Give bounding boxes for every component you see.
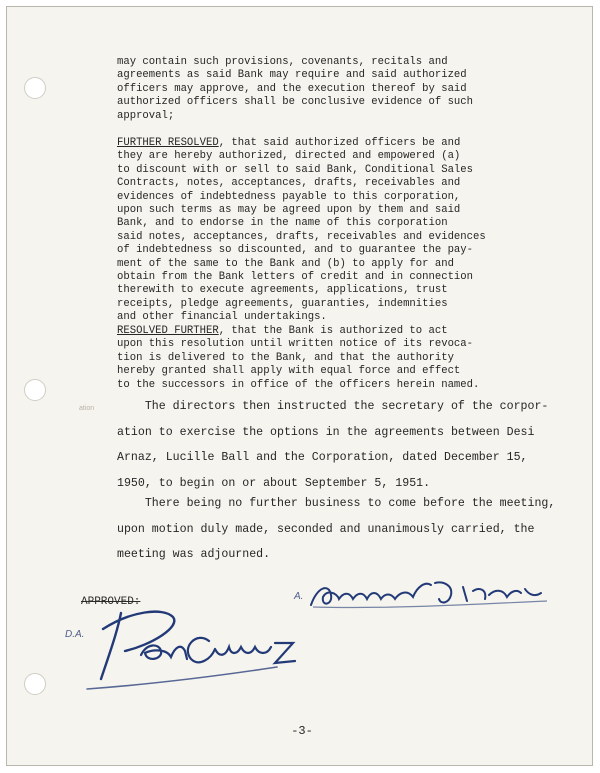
minutes-paragraph-adjourned xyxy=(117,491,556,568)
further-resolved-heading: FURTHER RESOLVED xyxy=(117,137,219,149)
text-line: obtain from the Bank letters of credit and in connection xyxy=(117,271,474,284)
binder-hole-middle xyxy=(24,379,46,401)
text-line: to discount with or sell to said Bank, Conditional Sales xyxy=(117,163,474,176)
text-line: Contracts, notes, acceptances, drafts, receivables and xyxy=(117,177,461,190)
text-line: of indebtedness so discounted, and to guarantee the pay- xyxy=(117,244,474,257)
secretary-signature xyxy=(303,575,553,617)
text-line: The directors then instructed the secretary of the corpor- xyxy=(117,400,549,413)
margin-note: ation xyxy=(79,405,95,412)
resolution-paragraph-1 xyxy=(117,56,519,123)
text-line: upon this resolution until written notice of its revoca- xyxy=(117,338,474,351)
text-line: Bank, and to endorse in the name of this corporation xyxy=(117,217,448,230)
approved-label: APPROVED: xyxy=(81,596,141,608)
resolution-paragraph-2 xyxy=(117,137,519,325)
text-line: hereby granted shall apply with equal force and effect xyxy=(117,365,461,378)
text-line: upon motion duly made, seconded and unanimously carried, the xyxy=(117,522,535,536)
text-line: approval; xyxy=(117,109,175,122)
text-line: said notes, acceptances, drafts, receivables and evidences xyxy=(117,230,486,243)
text-line: ment of the same to the Bank and (b) to apply for and xyxy=(117,257,454,270)
text-line: officers may approve, and the execution thereof by said xyxy=(117,82,467,95)
resolved-further-heading: RESOLVED FURTHER xyxy=(117,325,219,337)
text-line: receipts, pledge agreements, guaranties, indemnities xyxy=(117,297,448,310)
text-line xyxy=(117,325,519,338)
text-line: evidences of indebtedness payable to this corporation, xyxy=(117,190,461,203)
text-line: ation to exercise the options in the agreements between Desi xyxy=(117,425,535,439)
text-line: therewith to execute agreements, applications, trust xyxy=(117,284,448,297)
text-line: meeting was adjourned. xyxy=(117,548,271,561)
desi-arnaz-signature xyxy=(81,593,311,703)
text-line: Arnaz, Lucille Ball and the Corporation, dated December 15, xyxy=(117,451,528,464)
binder-hole-top xyxy=(24,77,46,99)
page-number: -3- xyxy=(291,724,313,738)
document-page xyxy=(6,6,593,766)
text-line: may contain such provisions, covenants, recitals and xyxy=(117,56,448,68)
text-line: 1950, to begin on or about September 5, 1951. xyxy=(117,476,431,490)
text-line: authorized officers shall be conclusive evidence of such xyxy=(117,96,474,109)
minutes-paragraph-directors xyxy=(117,394,549,496)
initials-right: A. xyxy=(294,591,304,602)
text-line xyxy=(117,137,519,150)
resolution-paragraph-3 xyxy=(117,325,519,392)
text-line: There being no further business to come before the meeting, xyxy=(117,497,556,510)
text-line: they are hereby authorized, directed and empowered (a) xyxy=(117,150,461,163)
initials-left: D.A. xyxy=(65,629,85,640)
text-line: to the successors in office of the officers herein named. xyxy=(117,378,480,391)
text-line: agreements as said Bank may require and said authorized xyxy=(117,69,467,82)
text-line: and other financial undertakings. xyxy=(117,311,327,324)
text-line: upon such terms as may be agreed upon by them and said xyxy=(117,204,461,217)
text-line: tion is delivered to the Bank, and that the authority xyxy=(117,351,454,364)
binder-hole-bottom xyxy=(24,673,46,695)
text-fragment: , that the Bank is authorized to act xyxy=(218,325,448,337)
text-fragment: , that said authorized officers be and xyxy=(218,137,461,149)
